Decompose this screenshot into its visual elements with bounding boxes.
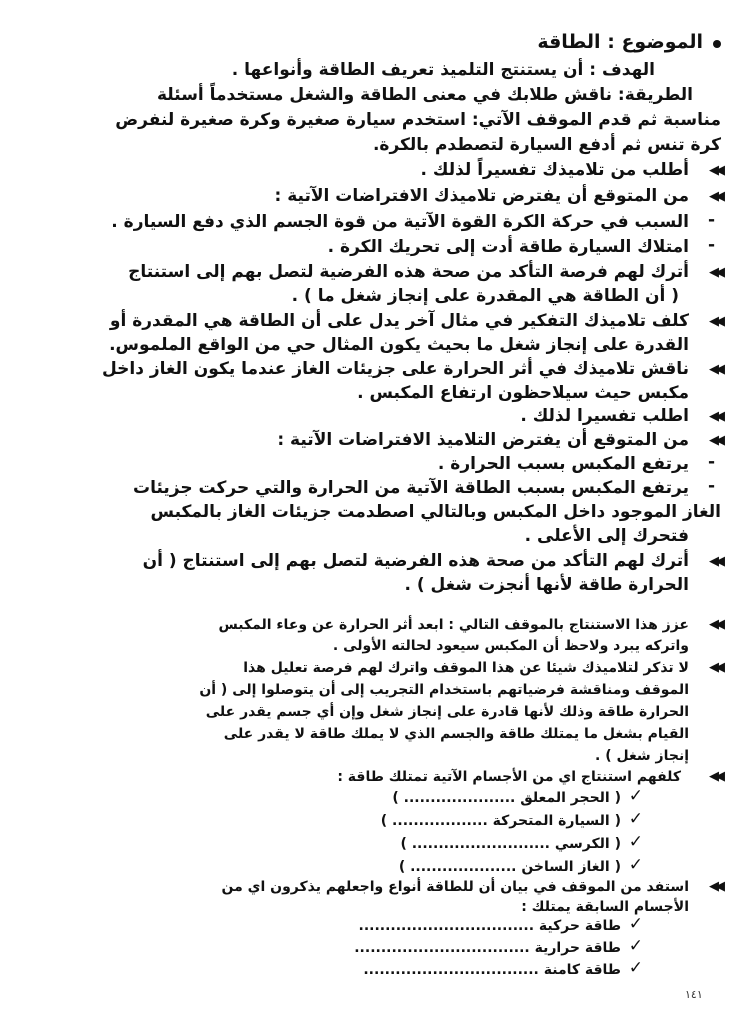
hypothesis-item: يرتفع المكبس بسبب الطاقة الآتية من الحرارة والتي حركت جزيئات [132,478,689,498]
double-arrow-icon: ◀◀ [709,314,721,329]
dash-marker: - [707,452,715,472]
double-arrow-icon: ◀◀ [709,554,721,569]
double-arrow-icon: ◀◀ [709,660,721,675]
dash-marker: - [707,210,715,230]
checkmark-icon: ✓ [628,914,643,934]
hypothesis-item: الغاز الموجود داخل المكبس وبالتالي اصطدمت جزيئات الغاز بالمكبس [150,502,721,522]
title-text: الطاقة [537,31,601,53]
instruction-text: استفد من الموقف في بيان أن للطاقة أنواع واجعلهم يذكرون اي من [221,879,689,895]
page-number: ١٤١ [685,988,703,1001]
hypothesis-item: يرتفع المكبس بسبب الحرارة . [437,454,689,474]
instruction-text: القدرة على إنجاز شغل ما بحيث يكون المثال حي من الواقع الملموس. [109,335,689,355]
double-arrow-icon: ◀◀ [709,617,721,632]
goal-line: الهدف : أن يستنتج التلميذ تعريف الطاقة وأنواعها . [231,60,655,80]
title-bullet-icon [713,40,721,48]
double-arrow-icon: ◀◀ [709,362,721,377]
hypothesis-item: فتحرك إلى الأعلى . [524,526,689,546]
hypothesis-item: السبب في حركة الكرة القوة الآتية من قوة الجسم الذي دفع السيارة . [111,212,689,232]
hypothesis-item: امتلاك السيارة طاقة أدت إلى تحريك الكرة . [327,237,689,257]
energy-type-item: طاقة حركية ................................. [358,918,621,934]
checklist-item: ( السيارة المتحركة .................. ) [380,813,621,829]
instruction-text: كلفهم استنتاج اي من الأجسام الآتية تمتلك طاقة : [337,769,681,785]
double-arrow-icon: ◀◀ [709,163,721,178]
double-arrow-icon: ◀◀ [709,265,721,280]
dash-marker: - [707,476,715,496]
instruction-text: كلف تلاميذك التفكير في مثال آخر يدل على أن الطاقة هي المقدرة أو [109,311,689,331]
checkmark-icon: ✓ [628,958,643,978]
checklist-item: ( الكرسي .......................... ) [400,836,621,852]
instruction-text: الحرارة طاقة لأنها أنجزت شغل ) . [404,575,689,595]
instruction-text: إنجاز شغل ) . [595,748,689,764]
method-line: الطريقة: ناقش طلابك في معنى الطاقة والشغل مستخدماً أسئلة [157,85,693,105]
method-line: مناسبة ثم قدم الموقف الآتي: استخدم سيارة صغيرة وكرة صغيرة لنفرض [115,110,721,130]
instruction-text: أترك لهم فرصة التأكد من صحة هذه الفرضية لتصل بهم إلى استنتاج [128,262,689,282]
double-arrow-icon: ◀◀ [709,189,721,204]
instruction-text: لا تذكر لتلاميذك شيئا عن هذا الموقف واترك لهم فرصة تعليل هذا [243,660,689,676]
title-separator: : [607,31,615,53]
checklist-item: ( الحجر المعلق ..................... ) [392,790,621,806]
double-arrow-icon: ◀◀ [709,879,721,894]
instruction-text: عزز هذا الاستنتاج بالموقف التالي : ابعد أثر الحرارة عن وعاء المكبس [218,617,689,633]
instruction-text: مكبس حيث سيلاحظون ارتفاع المكبس . [357,383,689,403]
double-arrow-icon: ◀◀ [709,433,721,448]
title-label: الموضوع [621,31,703,53]
checkmark-icon: ✓ [628,936,643,956]
instruction-text: ناقش تلاميذك في أثر الحرارة على جزيئات الغاز عندما يكون الغاز داخل [101,359,689,379]
instruction-text: أترك لهم التأكد من صحة هذه الفرضية لتصل بهم إلى استنتاج ( أن [142,551,689,571]
energy-type-item: طاقة كامنة ................................. [363,962,621,978]
instruction-text: من المتوقع أن يفترض التلاميذ الافتراضات الآتية : [277,430,689,450]
instruction-text: أطلب من تلاميذك تفسيراً لذلك . [420,160,689,180]
instruction-text: القيام بشغل ما يمتلك طاقة والجسم الذي لا يملك طاقة لا يقدر على [223,726,689,742]
checkmark-icon: ✓ [628,809,643,829]
instruction-text: الأجسام السابقة يمتلك : [521,899,689,915]
checkmark-icon: ✓ [628,786,643,806]
instruction-text: اطلب تفسيرا لذلك . [520,406,689,426]
checkmark-icon: ✓ [628,832,643,852]
double-arrow-icon: ◀◀ [709,769,721,784]
checklist-item: ( الغاز الساخن .................... ) [398,859,621,875]
checkmark-icon: ✓ [628,855,643,875]
instruction-text: ( أن الطاقة هي المقدرة على إنجاز شغل ما ) . [291,286,679,306]
double-arrow-icon: ◀◀ [709,409,721,424]
dash-marker: - [707,235,715,255]
method-line: كرة تنس ثم أدفع السيارة لتصطدم بالكرة. [372,135,721,155]
instruction-text: واتركه يبرد ولاحظ أن المكبس سيعود لحالته الأولى . [332,638,689,654]
energy-type-item: طاقة حرارية ................................. [354,940,621,956]
instruction-text: الموقف ومناقشة فرضياتهم باستخدام التجريب إلى أن يتوصلوا إلى ( أن [199,682,689,698]
instruction-text: من المتوقع أن يفترض تلاميذك الافتراضات الآتية : [274,186,689,206]
instruction-text: الحرارة طاقة وذلك لأنها قادرة على إنجاز شغل وإن أي جسم يقدر على [205,704,689,720]
page-title [537,32,703,52]
